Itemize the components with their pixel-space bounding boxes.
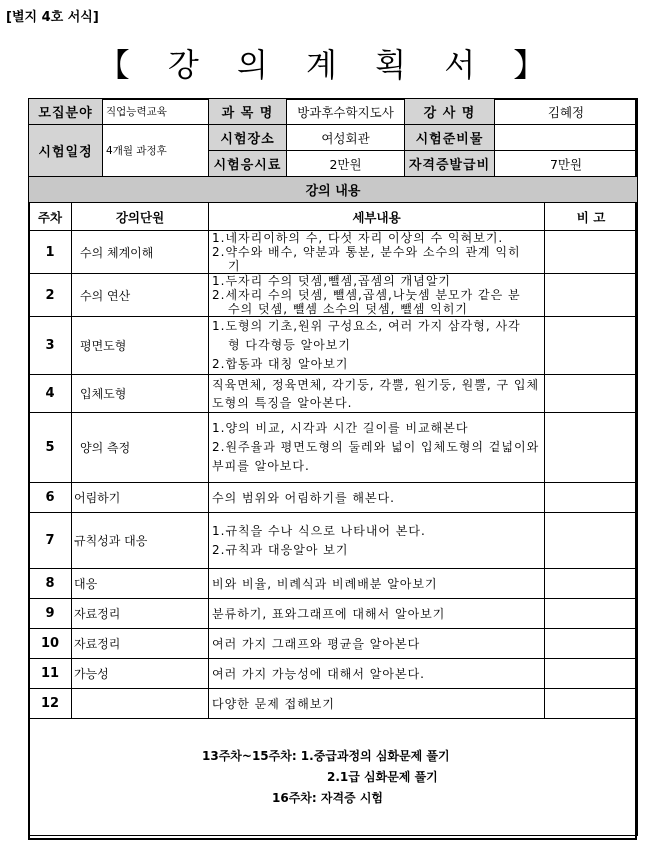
unit-cell: 자료정리 bbox=[72, 599, 209, 629]
detail-line: 2.규칙과 대응알아 보기 bbox=[212, 542, 349, 557]
col-unit-header: 강의단원 bbox=[72, 203, 209, 231]
detail-cell bbox=[209, 689, 545, 719]
course-label: 과 목 명 bbox=[209, 99, 287, 125]
note-cell bbox=[545, 231, 638, 274]
week-cell: 10 bbox=[29, 629, 72, 659]
detail-line: 2.원주율과 평면도형의 둘레와 넓이 입체도형의 겉넓이와 bbox=[212, 440, 540, 454]
note-cell bbox=[545, 599, 638, 629]
unit-cell bbox=[72, 689, 209, 719]
note-cell bbox=[545, 689, 638, 719]
instructor-value: 김혜정 bbox=[495, 99, 638, 125]
detail-cell bbox=[209, 483, 545, 513]
cert-fee-value: 7만원 bbox=[495, 151, 638, 177]
week-cell: 5 bbox=[29, 413, 72, 483]
footer-line-2: 2.1급 심화문제 풀기 bbox=[327, 769, 438, 784]
note-cell bbox=[545, 569, 638, 599]
col-note-header: 비 고 bbox=[545, 203, 638, 231]
unit-cell: 양의 측정 bbox=[72, 413, 209, 483]
schedule-label: 시험일정 bbox=[29, 125, 103, 177]
cert-fee-label: 자격증발급비 bbox=[405, 151, 495, 177]
detail-cell bbox=[209, 274, 545, 317]
table-row bbox=[29, 231, 638, 274]
detail-line: 1.네자리이하의 수, 다섯 자리 이상의 수 익혀보기. bbox=[212, 231, 504, 245]
week-cell: 9 bbox=[29, 599, 72, 629]
week-cell: 12 bbox=[29, 689, 72, 719]
detail-line: 수의 범위와 어림하기를 해본다. bbox=[212, 490, 395, 505]
detail-line: 1.규칙을 수나 식으로 나타내어 본다. bbox=[212, 523, 426, 538]
detail-line: 부피를 알아보다. bbox=[212, 459, 310, 473]
detail-line: 1.두자리 수의 덧셈,뺄셈,곱셈의 개념알기 bbox=[212, 274, 452, 288]
week-cell: 3 bbox=[29, 317, 72, 375]
unit-cell: 자료정리 bbox=[72, 629, 209, 659]
detail-cell bbox=[209, 317, 545, 375]
table-row bbox=[29, 375, 638, 413]
note-cell bbox=[545, 274, 638, 317]
fee-label: 시험응시료 bbox=[209, 151, 287, 177]
detail-line: 직육면체, 정육면체, 각기둥, 각뿔, 원기둥, 원뿔, 구 입체 bbox=[212, 377, 540, 392]
unit-cell: 평면도형 bbox=[72, 317, 209, 375]
detail-line: 분류하기, 표와그래프에 대해서 알아보기 bbox=[212, 606, 446, 621]
detail-line: 2.세자리 수의 덧셈, 뺄셈,곱셈,나눗셈 분모가 같은 분 bbox=[212, 288, 521, 302]
table-row bbox=[29, 599, 638, 629]
detail-cell bbox=[209, 375, 545, 413]
footer-note bbox=[29, 719, 638, 836]
detail-line: 비와 비율, 비례식과 비례배분 알아보기 bbox=[212, 576, 438, 591]
detail-line: 1.도형의 기초,원위 구성요소, 여러 가지 삼각형, 사각 bbox=[212, 319, 521, 333]
detail-cell bbox=[209, 599, 545, 629]
table-row bbox=[29, 659, 638, 689]
supplies-label: 시험준비물 bbox=[405, 125, 495, 151]
detail-line: 수의 덧셈, 뺄셈 소수의 덧셈, 뺄셈 익히기 bbox=[228, 302, 469, 316]
footer-line-3: 16주차: 자격증 시험 bbox=[272, 790, 383, 805]
detail-line: 2.약수와 배수, 약분과 통분, 분수와 소수의 관계 익히 bbox=[212, 245, 521, 259]
table-row bbox=[29, 629, 638, 659]
page-title: 【 강 의 계 획 서 】 bbox=[97, 46, 560, 84]
detail-line: 형 다각형등 알아보기 bbox=[228, 338, 351, 352]
detail-line: 2.합동과 대칭 알아보기 bbox=[212, 357, 349, 371]
week-cell: 7 bbox=[29, 513, 72, 569]
col-week-header: 주차 bbox=[29, 203, 72, 231]
schedule-value: 4개월 과정후 bbox=[103, 125, 209, 177]
lecture-plan-table bbox=[28, 98, 638, 836]
fee-value: 2만원 bbox=[287, 151, 405, 177]
detail-cell bbox=[209, 659, 545, 689]
field-label: 모집분야 bbox=[29, 99, 103, 125]
detail-cell bbox=[209, 231, 545, 274]
col-detail-header: 세부내용 bbox=[209, 203, 545, 231]
table-row bbox=[29, 689, 638, 719]
week-cell: 2 bbox=[29, 274, 72, 317]
week-cell: 1 bbox=[29, 231, 72, 274]
unit-cell: 규칙성과 대응 bbox=[72, 513, 209, 569]
section-title: 강의 내용 bbox=[29, 177, 638, 203]
instructor-label: 강 사 명 bbox=[405, 99, 495, 125]
field-value: 직업능력교육 bbox=[103, 99, 209, 125]
footer-line-1: 13주차~15주차: 1.중급과정의 심화문제 풀기 bbox=[202, 748, 450, 763]
note-cell bbox=[545, 375, 638, 413]
detail-line: 여러 가지 가능성에 대해서 알아본다. bbox=[212, 666, 425, 681]
detail-cell bbox=[209, 513, 545, 569]
table-row bbox=[29, 413, 638, 483]
week-cell: 4 bbox=[29, 375, 72, 413]
detail-line: 1.양의 비교, 시각과 시간 길이를 비교해본다 bbox=[212, 421, 469, 435]
course-value: 방과후수학지도사 bbox=[287, 99, 405, 125]
table-row bbox=[29, 513, 638, 569]
venue-value: 여성회관 bbox=[287, 125, 405, 151]
form-number-label: [별지 4호 서식] bbox=[6, 10, 99, 25]
unit-cell: 대응 bbox=[72, 569, 209, 599]
supplies-value bbox=[495, 125, 638, 151]
table-row bbox=[29, 483, 638, 513]
note-cell bbox=[545, 483, 638, 513]
note-cell bbox=[545, 317, 638, 375]
note-cell bbox=[545, 629, 638, 659]
unit-cell: 수의 연산 bbox=[72, 274, 209, 317]
unit-cell: 수의 체계이해 bbox=[72, 231, 209, 274]
week-cell: 8 bbox=[29, 569, 72, 599]
week-cell: 6 bbox=[29, 483, 72, 513]
note-cell bbox=[545, 513, 638, 569]
week-cell: 11 bbox=[29, 659, 72, 689]
unit-cell: 입체도형 bbox=[72, 375, 209, 413]
detail-line: 도형의 특징을 알아본다. bbox=[212, 395, 353, 410]
venue-label: 시험장소 bbox=[209, 125, 287, 151]
note-cell bbox=[545, 413, 638, 483]
detail-line: 여러 가지 그래프와 평균을 알아본다 bbox=[212, 636, 421, 651]
detail-line: 기 bbox=[228, 259, 241, 273]
note-cell bbox=[545, 659, 638, 689]
unit-cell: 어림하기 bbox=[72, 483, 209, 513]
unit-cell: 가능성 bbox=[72, 659, 209, 689]
detail-cell bbox=[209, 413, 545, 483]
detail-cell bbox=[209, 569, 545, 599]
detail-cell bbox=[209, 629, 545, 659]
table-row bbox=[29, 317, 638, 375]
table-row bbox=[29, 274, 638, 317]
table-row bbox=[29, 569, 638, 599]
detail-line: 다양한 문제 접해보기 bbox=[212, 696, 335, 711]
